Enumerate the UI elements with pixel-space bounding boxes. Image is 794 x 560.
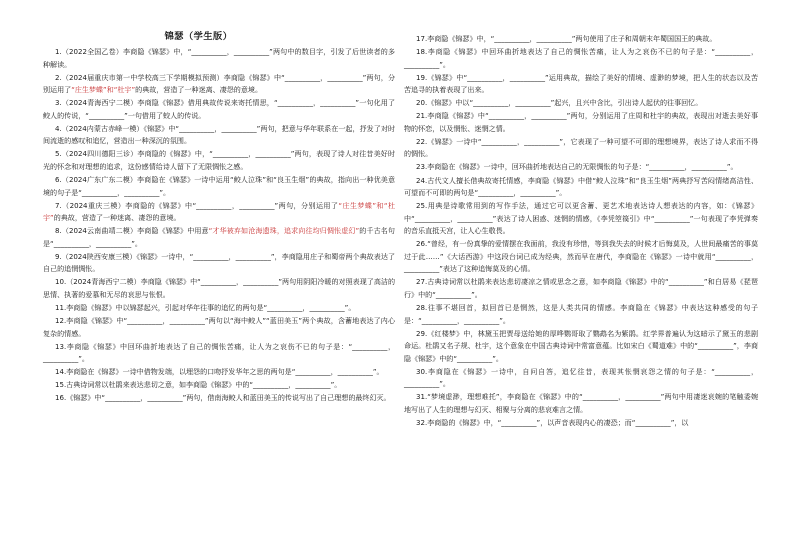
question-item — [43, 174, 395, 199]
question-text: 29.《红楼梦》中，林黛玉把贾母送给她的厚哗鹦哥取了鹦鹉名为紫鹃。红学界普遍认为这暗示了黛玉的悲剧命运。杜鹃又名子规、杜宇，这个意象在中国古典诗词中常富意蕴。比如宋白《蜀道难》中的“__________”，李商隐《锦瑟》中的“__________”。 — [404, 328, 758, 363]
question-text: 2.（2024届重庆市第一中学校高三下学期模拟预测）李商隐《锦瑟》中“__________，__________”两句，分别运用了 — [43, 72, 395, 95]
question-item — [43, 379, 395, 392]
question-text: 21.李商隐《锦瑟》中“__________，__________”两句，分别运用了庄周和杜宇的典故，表现出对逝去美好事物的怀恋，以及惘怅、迷惘之情。 — [404, 111, 758, 133]
question-text: 5.（2024四川德阳三诊）李商隐的《锦瑟》中，“__________，__________”两句，表现了诗人对往昔美好时光的怀念和对理想的追求，这份感情给诗人留下了无限惆怅之感。 — [43, 149, 395, 171]
question-item — [43, 97, 395, 122]
question-item — [43, 123, 395, 148]
question-text: 14.李商隐在《锦瑟》一诗中借物发端，以埋怨的口吻抒发华年之思的两句是“__________，__________”。 — [54, 367, 384, 377]
question-item — [43, 200, 395, 225]
question-text: 11.李商隐《锦瑟》中以锦瑟起兴，引起对华年往事的追忆的两句是“__________，__________”。 — [54, 302, 356, 312]
question-item — [404, 200, 758, 238]
question-text: 7.（2024重庆三模）李商隐的《锦瑟》中“__________，__________”两句，分别运用了 — [54, 200, 339, 210]
question-text: 32.李商隐的《锦瑟》中，“__________”，以声音表现内心的凄恐；而“__________”，以 — [415, 417, 689, 427]
question-item — [404, 161, 758, 174]
question-text: 20.《锦瑟》中以“__________，__________”起兴，且兴中含比，引出诗人起伏的往事回忆。 — [415, 98, 703, 108]
question-item — [404, 302, 758, 327]
question-item — [43, 46, 395, 71]
question-item — [43, 341, 395, 366]
question-hint: “庄生梦蝶”和“杜宇” — [71, 85, 136, 95]
question-item — [404, 33, 758, 46]
question-text: 24.古代文人擅长借典故寄托情感，李商隐《锦瑟》中借“鲛人泣珠”和“良玉生烟”两典抒写苦闷情绪高洁性、可望而不可即的两句是“__________，__________”。 — [404, 175, 758, 198]
question-item — [404, 417, 758, 430]
question-text: 27.古典诗词常以杜鹃来表达悲切凄凉之情或思念之意，如李商隐《锦瑟》中的“__________”和白居易《琵琶行》中的“__________”。 — [404, 277, 758, 299]
question-text: 9.（2024陕西安康三模）《锦瑟》一诗中，“__________，__________”，李商隐用庄子和蜀帝两个典故表达了自己的追惘惆怅。 — [43, 251, 395, 274]
question-item — [43, 72, 395, 97]
question-text: 15.古典诗词常以杜鹃来表达悲切之意，如李商隐《锦瑟》中的“__________，__________”。 — [54, 380, 342, 390]
question-text: 23.李商隐在《锦瑟》一诗中，回环曲折地表达自己的无限惆怅的句子是：“__________，__________”。 — [415, 162, 738, 172]
question-text: 25.用典是诗歌常用到的写作手法，通过它可以更含蓄、更艺术地表达诗人想表达的内容，如：《锦瑟》中“__________，__________”表达了诗人困惑、迷惘的情感，《李凭箜篌引》中“__________”一句表现了李凭弹奏的音乐直抵天宫，让人心生敬畏。 — [404, 201, 758, 236]
question-text: 12.李商隐《锦瑟》中“__________，__________”两句以“海中鲛人”“蓝田美玉”两个典故，含蓄地表达了内心复杂的情感。 — [43, 315, 395, 338]
question-text: 16.《锦瑟》中“__________，__________”两句，借南海鲛人和蓝田美玉的传说写出了自己理想的最终幻灭。 — [54, 393, 391, 403]
question-text: 10.（2024青海西宁二模）李商隐《锦瑟》中“__________，__________”两句用阴阳冷暖的对照表现了高洁的思情、执著的爱慕和无尽的哀思与怅恨。 — [43, 277, 395, 299]
question-item — [43, 302, 395, 315]
question-text: 8.（2024云南曲靖二模）李商隐《锦瑟》中用意 — [54, 226, 209, 236]
question-text-after: 的典故，营造了一种迷离、凄怨的意境。 — [53, 213, 181, 223]
question-text-after: 的千古名句是“__________，__________”。 — [43, 226, 395, 248]
question-item — [404, 175, 758, 200]
question-item — [404, 110, 758, 135]
question-item — [43, 315, 395, 340]
question-hint: “庄生梦蝶”和“杜宇” — [43, 200, 395, 223]
question-text: 26.“曾经，有一份真挚的爱情摆在我面前，我没有珍惜，等到我失去的时候才后悔莫及，人世间最痛苦的事莫过于此……”《大话西游》中这段台词已成为经典，然而早在唐代，李商隐在《锦瑟》一诗中就用“__________，__________”表达了这种追悔莫及的心情。 — [404, 239, 758, 274]
question-text: 3.（2024青海西宁二模）李商隐《锦瑟》借用典故传说来寄托情思，“__________，__________”一句化用了鲛人的传说， — [43, 98, 395, 120]
question-text: 31.“梦境虚渺，理想难托”，李商隐在《锦瑟》中的“__________，__________”两句中用凄迷哀婉的笔触委婉地写出了人生的理想与幻灭、相聚与分离的悲哀难言之情。 — [404, 392, 758, 414]
question-item — [43, 366, 395, 379]
question-item — [404, 136, 758, 161]
question-text: 19.《锦瑟》中“__________，__________”运用典故，描绘了美好的情境、虚渺的梦境，把人生的状态以及苦苦追寻的执着表现了出来。 — [404, 72, 758, 95]
question-item — [404, 391, 758, 416]
question-item — [404, 366, 758, 391]
question-text: 4.（2024内蒙古赤峰一模）《锦瑟》中“__________，__________”两句，把意与华年联系在一起，抒发了对时间流逝的感叹和追忆，营造出一种深沉的氛围。 — [43, 123, 395, 146]
question-item — [43, 225, 395, 250]
question-item — [43, 148, 395, 173]
question-text-after: 的典故，营造了一种迷离、凄怨的意境。 — [135, 85, 262, 95]
left-column — [43, 46, 395, 405]
question-item — [404, 276, 758, 301]
question-text: 1.（2022全国乙卷）李商隐《锦瑟》中，“__________，__________”两句中的数目字，引发了后世读者的多种解读。 — [43, 47, 395, 69]
question-hint: “才华被弃如沧海遗珠，追求向往均归惆怅虚幻” — [208, 226, 360, 236]
question-text: 18.李商隐《锦瑟》中回环曲折地表达了自己的惆怅苦痛，让人为之哀伤不已的句子是：“__________，__________”。 — [404, 47, 758, 69]
question-text: 30.李商隐在《锦瑟》一诗中，自问自答，追忆往昔，表现其怅惘哀怨之情的句子是：“__________，__________”。 — [404, 366, 758, 389]
question-item — [404, 238, 758, 276]
question-hint-inline: “__________”一句借用了蛟人的传说。 — [85, 110, 206, 120]
question-text: 17.李商隐《锦瑟》中，“__________，__________”两句使用了庄子和周朝末年蜀国国王的典故。 — [415, 34, 717, 43]
question-item — [43, 251, 395, 276]
question-item — [43, 392, 395, 405]
question-item — [404, 328, 758, 366]
page-title: 锦瑟（学生版） — [164, 31, 233, 42]
question-text: 6.（2024广东广东二模）李商隐在《锦瑟》一诗中运用“鲛人泣珠”和“良玉生烟”的典故，指向出一种优美意境的句子是“__________，__________”。 — [43, 174, 395, 197]
question-item — [404, 72, 758, 97]
question-item — [404, 46, 758, 71]
question-text: 22.《锦瑟》一诗中“__________，__________”，它表现了一种可望不可即的理想境界，表达了诗人求而不得的惆怅。 — [404, 136, 758, 159]
question-item — [404, 97, 758, 110]
question-item — [43, 276, 395, 301]
right-column — [404, 33, 758, 430]
question-text: 28.往事不堪回首，拟回首已是惘然，这是人类共同的情感。李商隐在《锦瑟》中表达这种感受的句子是：“__________，__________”。 — [404, 302, 758, 325]
question-text: 13.李商隐《锦瑟》中回环曲折地表达了自己的惆怅苦痛，让人为之哀伤不已的句子是：“__________，__________”。 — [43, 341, 395, 364]
